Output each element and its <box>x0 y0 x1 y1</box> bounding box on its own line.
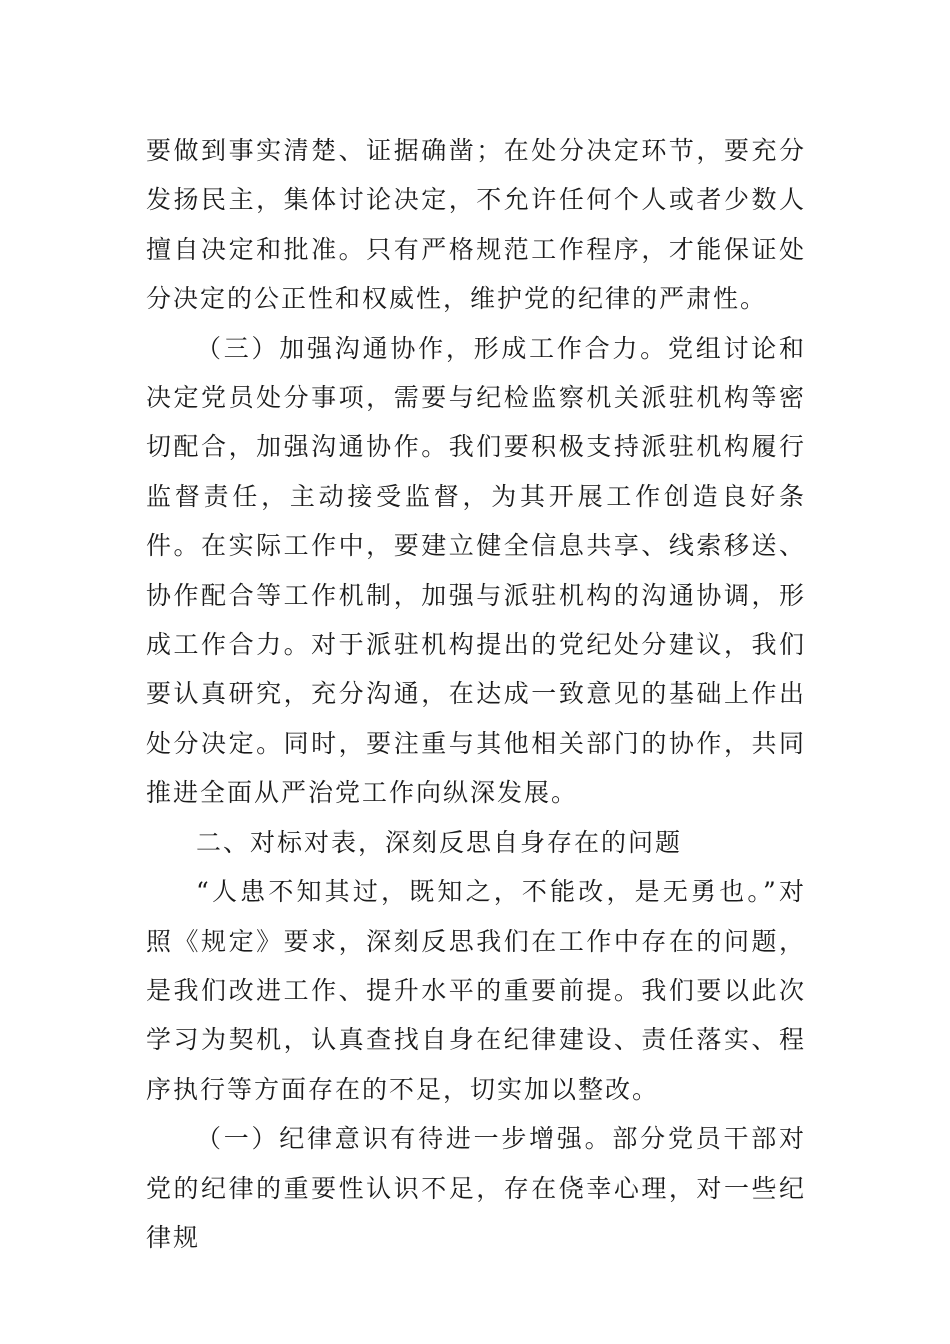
document-page <box>146 126 806 1262</box>
section-heading-reflection: 二、对标对表，深刻反思自身存在的问题 <box>196 827 683 857</box>
paragraph-quote-reflection: “人患不知其过，既知之，不能改，是无勇也。”对照《规定》要求，深刻反思我们在工作中存在的问题，是我们改进工作、提升水平的重要前提。我们要以此次学习为契机，认真查找自身在纪律建设、责任落实、程序执行等方面存在的不足，切实加以整改。 <box>146 877 806 1104</box>
paragraph-communication-cooperation: （三）加强沟通协作，形成工作合力。党组讨论和决定党员处分事项，需要与纪检监察机关派驻机构等密切配合，加强沟通协作。我们要积极支持派驻机构履行监督责任，主动接受监督，为其开展工作创造良好条件。在实际工作中，要建立健全信息共享、线索移送、协作配合等工作机制，加强与派驻机构的沟通协调，形成工作合力。对于派驻机构提出的党纪处分建议，我们要认真研究，充分沟通，在达成一致意见的基础上作出处分决定。同时，要注重与其他相关部门的协作，共同推进全面从严治党工作向纵深发展。 <box>146 333 806 808</box>
paragraph-continuation: 要做到事实清楚、证据确凿；在处分决定环节，要充分发扬民主，集体讨论决定，不允许任何个人或者少数人擅自决定和批准。只有严格规范工作程序，才能保证处分决定的公正性和权威性，维护党的纪律的严肃性。 <box>146 136 806 314</box>
paragraph-discipline-awareness: （一）纪律意识有待进一步增强。部分党员干部对党的纪律的重要性认识不足，存在侥幸心理，对一些纪律规 <box>146 1124 806 1252</box>
